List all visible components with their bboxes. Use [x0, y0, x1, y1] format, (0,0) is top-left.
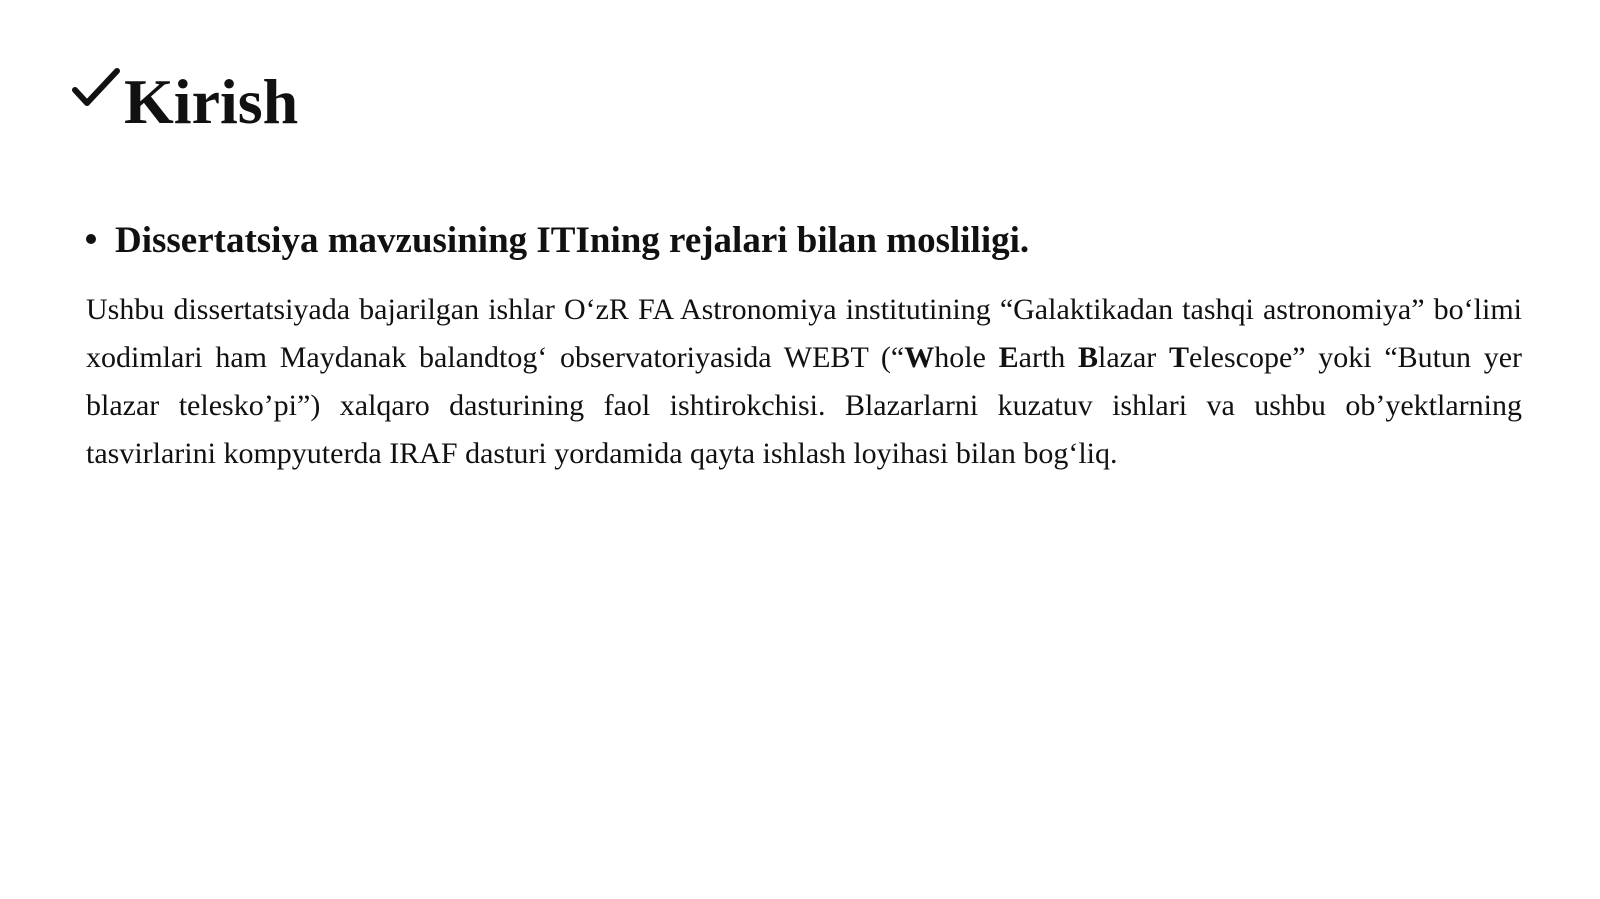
body-text-part1: Ushbu dissertatsiyada bajarilgan ishlar O‘zR FA Astronomiya institutining “Galaktikadan tashqi astronomiya” bo‘limi xodimlari ham Maydanak balandtog‘ observatoriyasida WEBT (“: [86, 293, 1522, 374]
checkmark-icon: [72, 66, 120, 110]
body-text-e-rest: arth: [1018, 341, 1078, 374]
bullet-dot-icon: [86, 234, 96, 244]
acronym-t: T: [1168, 341, 1189, 374]
slide-title: Kirish: [124, 66, 299, 137]
bullet-item: [84, 218, 1524, 266]
acronym-e: E: [998, 341, 1019, 374]
bullet-text: Dissertatsiya mavzusining ITIning rejalari bilan mosliligi.: [115, 220, 1030, 261]
acronym-b: B: [1077, 341, 1098, 374]
body-paragraph: [86, 286, 1522, 478]
body-text-part2: elescope” yoki “Butun yer blazar telesko’pi”) xalqaro dasturining faol ishtirokchisi. Blazarlarni kuzatuv ishlari va ushbu ob’yektlarning tasvirlarini kompyuterda IRAF dasturi yordamida qayta ishlash loyihasi bilan bog‘liq.: [86, 341, 1523, 470]
acronym-w: W: [904, 341, 935, 374]
body-text-w-rest: hole: [934, 341, 999, 374]
body-text-b-rest: lazar: [1098, 341, 1169, 374]
